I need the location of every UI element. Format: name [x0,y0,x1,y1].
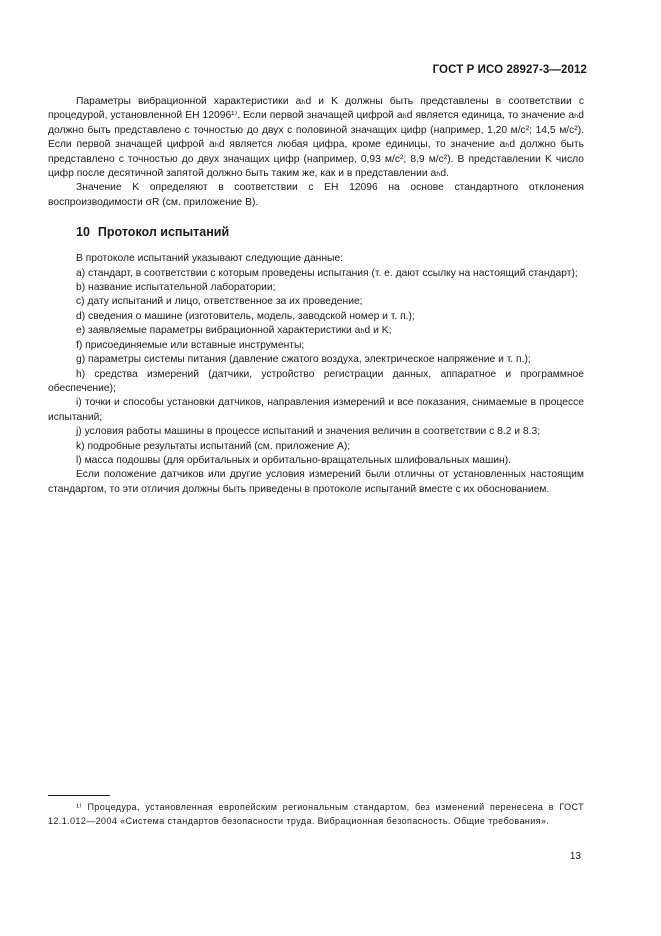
list-item: d) сведения о машине (изготовитель, модель, заводской номер и т. п.); [76,310,415,322]
page-content [48,95,584,497]
footnote: ¹⁾ Процедура, установленная европейским региональным стандартом, без изменений перенесена в ГОСТ 12.1.012—2004 «Система стандартов безопасности труда. Вибрационная безопасность. Общие требования». [48,802,584,826]
list-item: l) масса подошвы (для орбитальных и орбитально-вращательных шлифовальных машин). [76,454,512,466]
list-item: c) дату испытаний и лицо, ответственное за их проведение; [76,296,363,308]
list-item: g) параметры системы питания (давление сжатого воздуха, электрическое напряжение и т. п.); [76,354,531,366]
list-item: a) стандарт, в соответствии с которым проведены испытания (т. е. дают ссылку на настоящий стандарт); [76,267,578,279]
list-item: i) точки и способы установки датчиков, направления измерений и все показания, снимаемые в процессе испытаний; [48,397,584,423]
paragraph-k-value: Значение K определяют в соответствии с ЕН 12096 на основе стандартного отклонения воспроизводимости σR (см. приложение В). [48,182,584,208]
list-item: f) присоединяемые или вставные инструменты; [76,339,305,351]
list-item: k) подробные результаты испытаний (см. приложение А); [76,440,351,452]
closing-paragraph: Если положение датчиков или другие условия измерений были отличны от установленных настоящим стандартом, то эти отличия должны быть приведены в протоколе испытаний вместе с их обоснованием. [48,469,584,495]
section-title: Протокол испытаний [97,225,230,240]
paragraph-vibration-parameters: Параметры вибрационной характеристики aₕd и K должны быть представлены в соответствии с процедурой, установленной ЕН 12096¹⁾. Если первой значащей цифрой aₕd является единица, то значение aₕd должно быть представлено с точностью до двух с половиной значащих цифр (например, 1,20 м/с²; 14,5 м/с²). Если первой значащей цифрой aₕd является любая цифра, кроме единицы, то значение aₕd должно быть представлено с точностью до двух значащих цифр (например, 0,93 м/с²; 8,9 м/с²). В представлении K число цифр после десятичной запятой должно быть таким же, как и в представлении aₕd. [48,96,584,180]
section-intro: В протоколе испытаний указывают следующие данные: [76,253,344,265]
page-number: 13 [569,851,581,862]
section-number: 10 [76,225,90,240]
list-item: h) средства измерений (датчики, устройство регистрации данных, аппаратное и программное обеспечение); [48,368,584,394]
footnote-divider [48,795,110,796]
section-heading [48,224,584,240]
document-header: ГОСТ Р ИСО 28927-3—2012 [432,64,587,76]
list-item: j) условия работы машины в процессе испытаний и значения величин в соответствии с 8.2 и 8.3; [76,426,541,438]
list-item: b) название испытательной лаборатории; [76,282,276,294]
list-item: e) заявляемые параметры вибрационной характеристики aₕd и K; [76,325,392,337]
